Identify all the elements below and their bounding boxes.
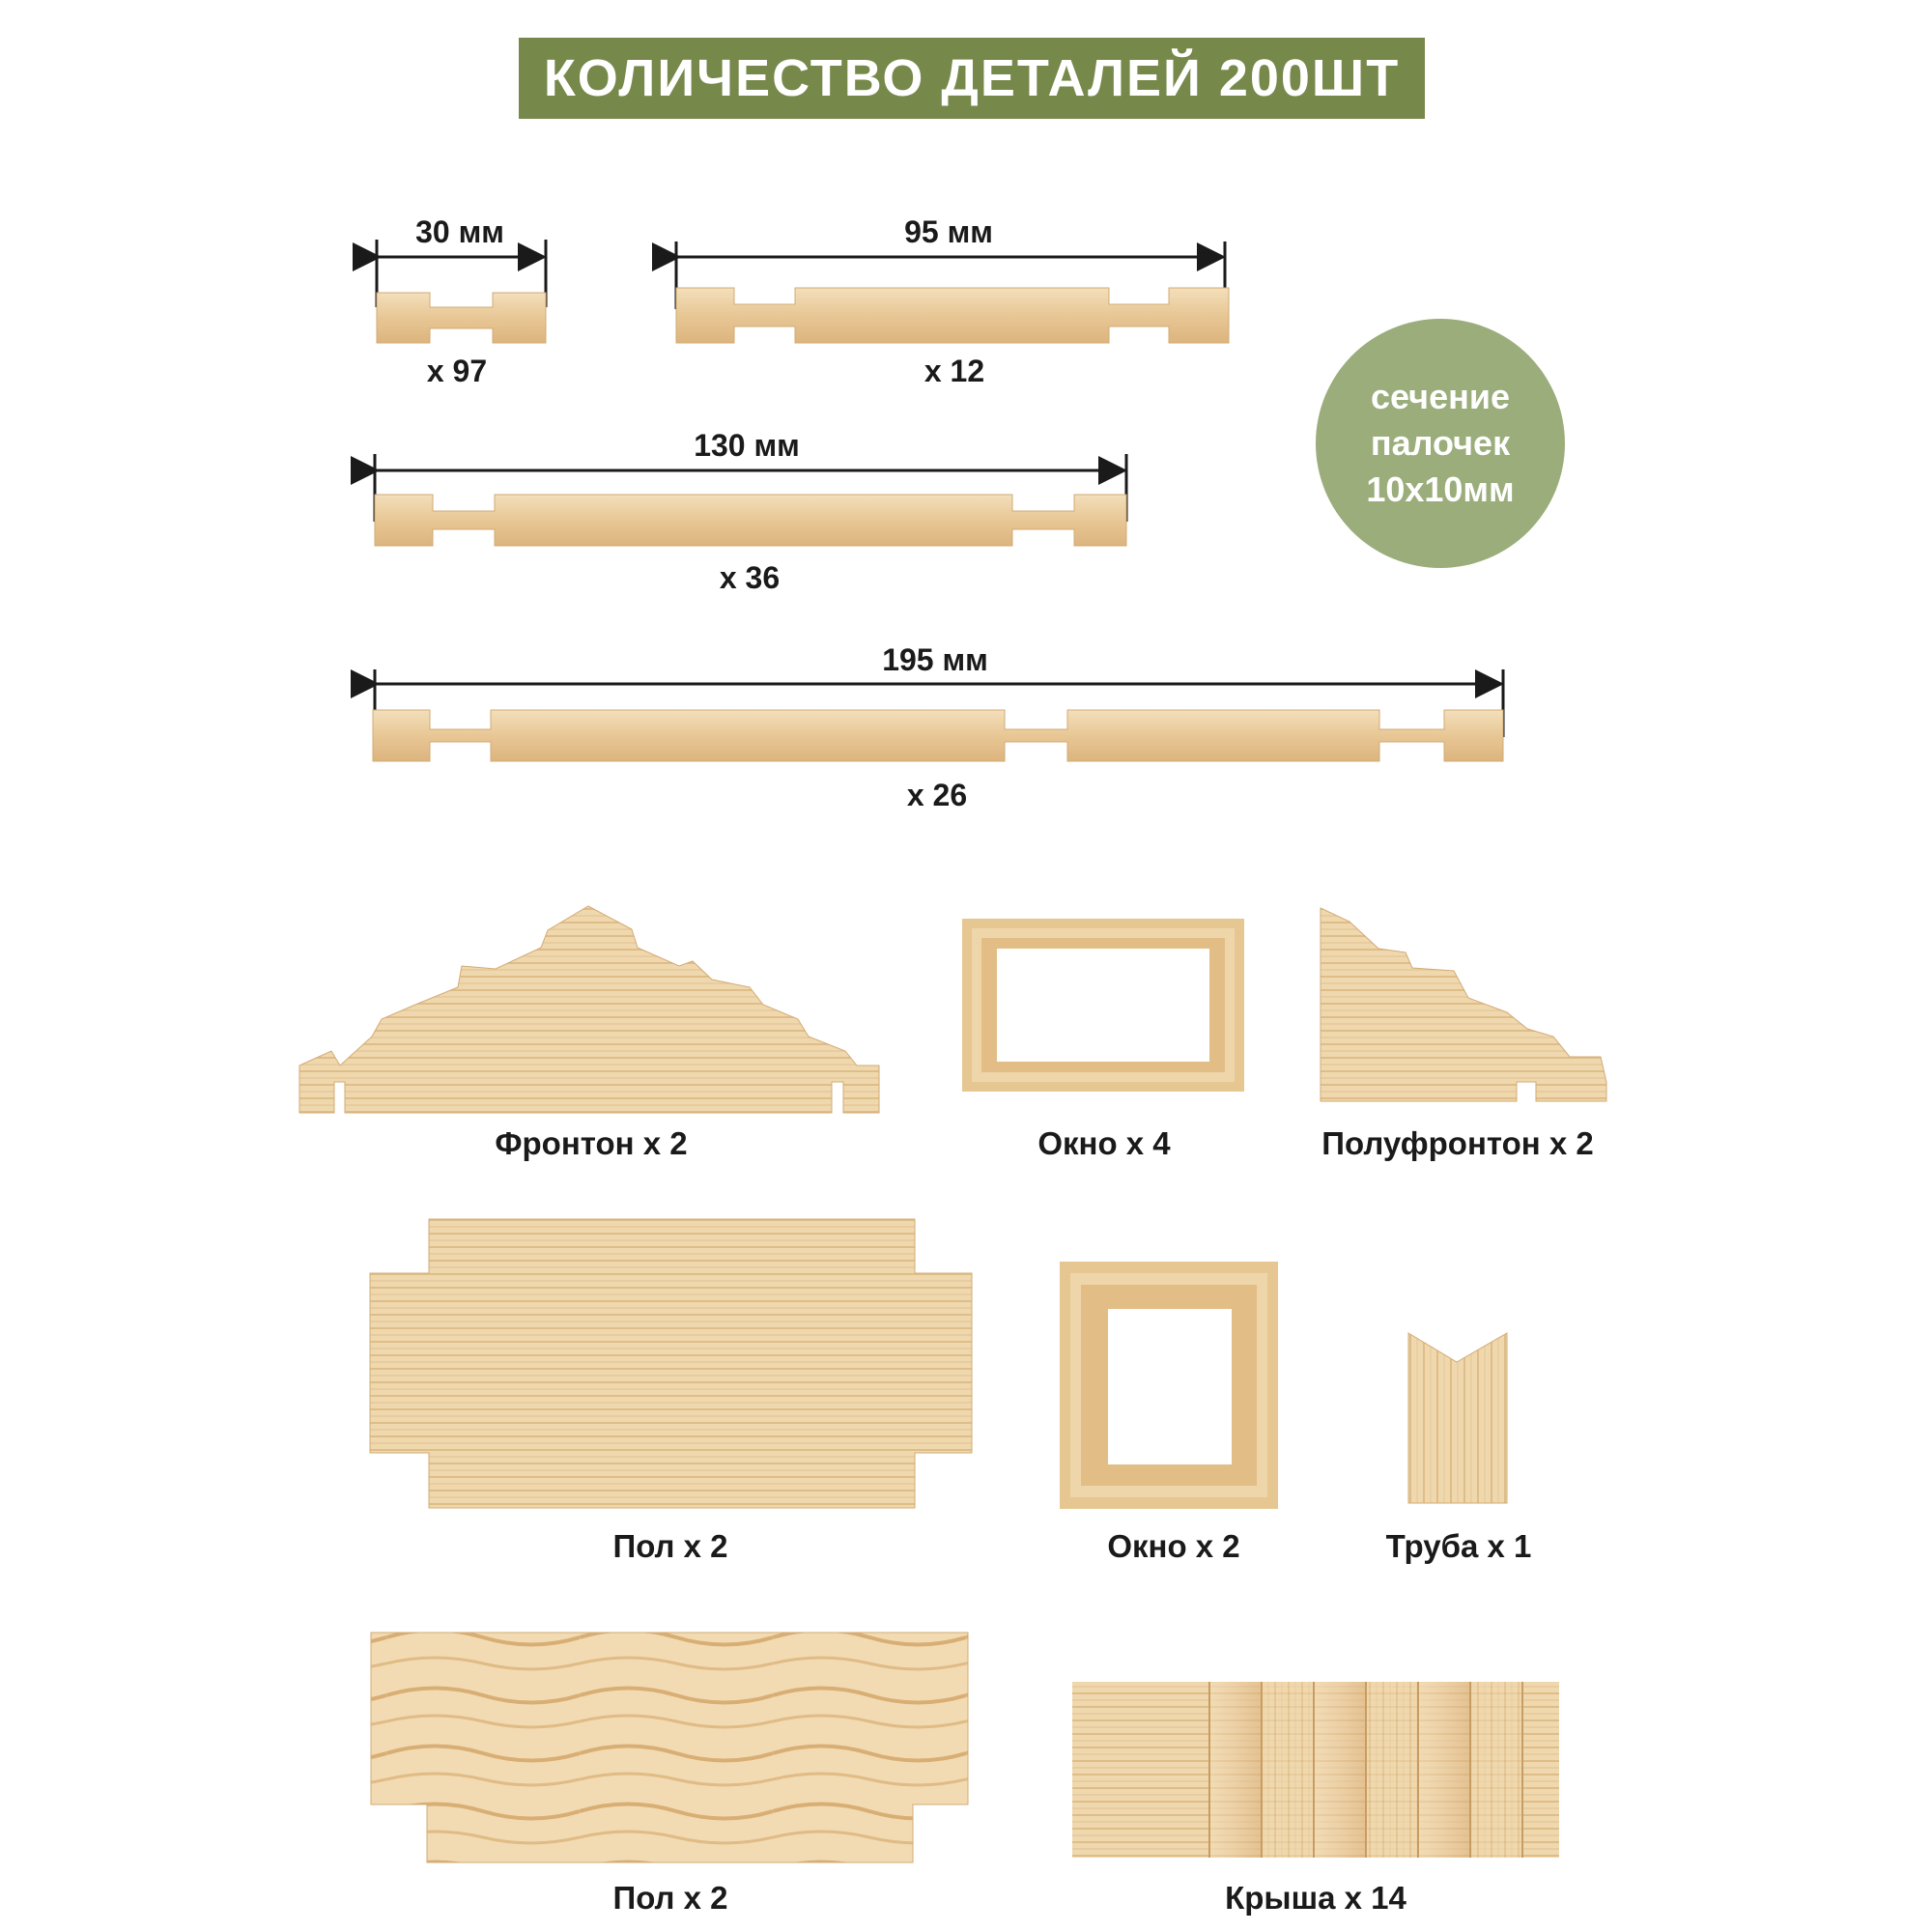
stick-195mm-length: 195 мм <box>882 642 988 677</box>
half-gable-piece <box>1321 908 1606 1101</box>
floor-piece-2 <box>371 1633 968 1862</box>
badge-line-1: сечение <box>1371 377 1510 416</box>
stick-130mm <box>375 495 1126 546</box>
stick-130mm-count: x 36 <box>719 560 781 595</box>
floor-1-label: Пол x 2 <box>612 1528 728 1564</box>
gable-piece <box>299 906 879 1113</box>
stick-195mm <box>373 710 1503 761</box>
badge-line-2: палочек <box>1370 423 1511 463</box>
window-portrait-label: Окно x 2 <box>1107 1528 1240 1564</box>
half-gable-label: Полуфронтон x 2 <box>1321 1125 1594 1161</box>
stick-30mm-count: x 97 <box>426 354 488 388</box>
stick-30mm-length: 30 мм <box>415 214 504 249</box>
window-frame-portrait <box>1060 1262 1278 1509</box>
roof-planks <box>1072 1682 1559 1858</box>
chimney-label: Труба x 1 <box>1385 1528 1532 1564</box>
stick-195mm-count: x 26 <box>906 778 968 812</box>
stick-95mm-count: x 12 <box>923 354 985 388</box>
stick-95mm <box>676 288 1229 343</box>
stick-30mm <box>377 293 546 343</box>
gable-label: Фронтон x 2 <box>495 1125 688 1161</box>
stick-130mm-length: 130 мм <box>694 428 800 463</box>
window-landscape-label: Окно x 4 <box>1037 1125 1171 1161</box>
floor-piece-1 <box>370 1219 972 1508</box>
badge-line-3: 10x10мм <box>1366 469 1515 509</box>
roof-label: Крыша x 14 <box>1225 1880 1406 1916</box>
floor-2-label: Пол x 2 <box>612 1880 728 1916</box>
chimney-piece <box>1408 1333 1507 1503</box>
page-title: КОЛИЧЕСТВО ДЕТАЛЕЙ 200ШТ <box>543 49 1401 107</box>
stick-95mm-length: 95 мм <box>904 214 993 249</box>
window-frame-landscape <box>962 919 1244 1092</box>
